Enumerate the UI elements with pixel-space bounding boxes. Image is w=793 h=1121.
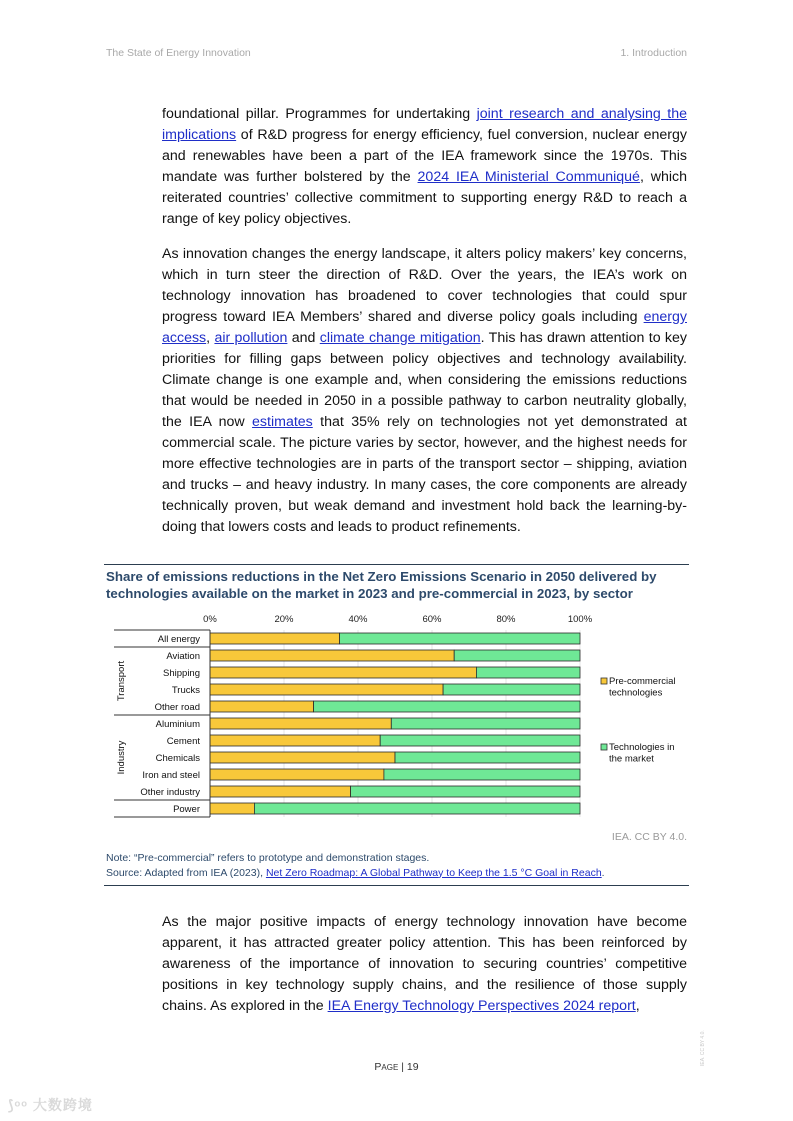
bar-pre-commercial: [210, 803, 254, 814]
bar-pre-commercial: [210, 786, 351, 797]
text: , which reiterated countries’ collective commitment to supporting energy R&D to reach a range of key policy objectives.: [162, 169, 688, 227]
bar-pre-commercial: [210, 633, 340, 644]
bar-pre-commercial: [210, 752, 395, 763]
category-label: Other industry: [140, 787, 200, 798]
category-label: Chemicals: [155, 753, 200, 764]
bar-in-market: [454, 650, 580, 661]
text: that 35% rely on technologies not yet demonstrated at commercial scale. The picture varies by sector, however, and the highest needs for more effective technologies are in parts of the transport sector – shipping, aviation and trucks – and heavy industry. In many cases, the core components are already technically proven, but weak demand and investment hold back the learning-by-doing that lowers costs and leads to product refinements.: [162, 414, 687, 535]
x-tick-label: 100%: [567, 614, 593, 625]
figure-credit: IEA. CC BY 4.0.: [611, 831, 687, 843]
bar-pre-commercial: [210, 718, 391, 729]
legend-swatch: [601, 744, 607, 750]
link-air-pollution[interactable]: air pollution: [214, 330, 288, 346]
category-label: Aviation: [166, 651, 200, 662]
link-energy-access[interactable]: energy access: [162, 309, 687, 346]
x-tick-label: 80%: [496, 614, 516, 625]
x-tick-label: 0%: [203, 614, 217, 625]
paragraph-3: [162, 912, 687, 1017]
text: and: [287, 330, 320, 346]
bar-pre-commercial: [210, 735, 380, 746]
bar-pre-commercial: [210, 667, 476, 678]
text: As innovation changes the energy landscape, it alters policy makers’ key concerns, which in turn steer the direction of R&D. Over the years, the IEA’s work on technology innovation has broadened to cover technologies that could spur progress toward IEA Members’ shared and diverse policy goals including: [162, 246, 687, 325]
page-word-initial: P: [374, 1061, 382, 1073]
bar-in-market: [380, 735, 580, 746]
link-climate-change-mitigation[interactable]: climate change mitigation: [319, 330, 481, 346]
bar-in-market: [395, 752, 580, 763]
running-header-section: 1. Introduction: [620, 47, 687, 59]
text: of R&D progress for energy efficiency, fuel conversion, nuclear energy and renewables have been a part of the IEA framework since the 1970s. This mandate was further bolstered by the: [162, 127, 687, 185]
side-license: IEA. CC BY 4.0.: [700, 1030, 706, 1066]
group-label: Industry: [116, 740, 127, 775]
figure-bottom-rule: [104, 885, 689, 886]
bar-in-market: [314, 701, 580, 712]
paragraph-1: [162, 104, 687, 230]
text: As the major positive impacts of energy technology innovation have become apparent, it has attracted greater policy attention. This has been reinforced by awareness of the importance of innovation to securing countries’ competitive positions in key technology supply chains, and the resilience of those supply chains. As explored in the: [162, 914, 687, 1014]
watermark-logo: ⟆ᵒᵒ 大数跨境: [8, 1097, 93, 1113]
group-label: Transport: [116, 660, 127, 702]
bar-in-market: [254, 803, 580, 814]
bar-in-market: [340, 633, 581, 644]
bar-pre-commercial: [210, 769, 384, 780]
text: foundational pillar. Programmes for undertaking: [162, 106, 477, 122]
source-suffix: .: [601, 866, 605, 879]
category-label: Cement: [166, 736, 200, 747]
link-net-zero-roadmap[interactable]: Net Zero Roadmap: A Global Pathway to Keep the 1.5 °C Goal in Reach: [265, 866, 602, 879]
link-estimates[interactable]: estimates: [252, 414, 313, 430]
legend-label: the market: [609, 753, 654, 765]
bar-in-market: [476, 667, 580, 678]
link-etp-2024[interactable]: IEA Energy Technology Perspectives 2024 report: [327, 998, 636, 1014]
source-prefix: Source: Adapted from IEA (2023),: [106, 866, 266, 879]
legend-label: Technologies in: [609, 742, 675, 753]
text: ,: [206, 330, 215, 346]
x-tick-label: 40%: [348, 614, 368, 625]
figure-source: [106, 866, 605, 881]
bar-in-market: [351, 786, 580, 797]
bar-pre-commercial: [210, 650, 454, 661]
category-label: Trucks: [171, 685, 200, 696]
category-label: All energy: [157, 634, 200, 645]
page-separator: |: [398, 1061, 407, 1073]
category-label: Shipping: [163, 668, 200, 679]
text: . This has drawn attention to key priorities for filling gaps between policy objectives and technology availability. Climate change is one example and, when considering the emissions reductions that would be needed in 2050 in a possible pathway to carbon neutrality globally, the IEA now: [162, 330, 688, 430]
link-joint-research[interactable]: joint research and analysing the implications: [162, 106, 687, 143]
x-tick-label: 60%: [422, 614, 442, 625]
category-label: Aluminium: [155, 719, 200, 730]
running-header-title: The State of Energy Innovation: [106, 47, 251, 59]
figure-notes: [106, 851, 605, 880]
bar-in-market: [384, 769, 580, 780]
legend-label: technologies: [609, 687, 663, 699]
figure-title: Share of emissions reductions in the Net Zero Emissions Scenario in 2050 delivered by technologies available on the market in 2023 and pre-commercial in 2023, by sector: [106, 569, 657, 601]
legend-label: Pre-commercial: [609, 676, 676, 687]
x-tick-label: 20%: [274, 614, 294, 625]
bar-pre-commercial: [210, 701, 314, 712]
bar-in-market: [443, 684, 580, 695]
page-number-value: 19: [406, 1061, 419, 1073]
paragraph-2: [162, 244, 687, 538]
figure-top-rule: [104, 564, 689, 565]
page-number: [0, 1061, 793, 1073]
category-label: Iron and steel: [142, 770, 200, 781]
page-word-rest: AGE: [381, 1063, 399, 1072]
text: ,: [635, 998, 640, 1014]
link-ministerial-communique[interactable]: 2024 IEA Ministerial Communiqué: [417, 169, 640, 185]
stacked-bar-chart: [104, 608, 704, 823]
legend-swatch: [601, 678, 607, 684]
bar-in-market: [391, 718, 580, 729]
category-label: Other road: [154, 702, 200, 713]
category-label: Power: [173, 804, 200, 815]
figure-note: Note: “Pre-commercial” refers to prototype and demonstration stages.: [106, 852, 430, 864]
bar-pre-commercial: [210, 684, 443, 695]
